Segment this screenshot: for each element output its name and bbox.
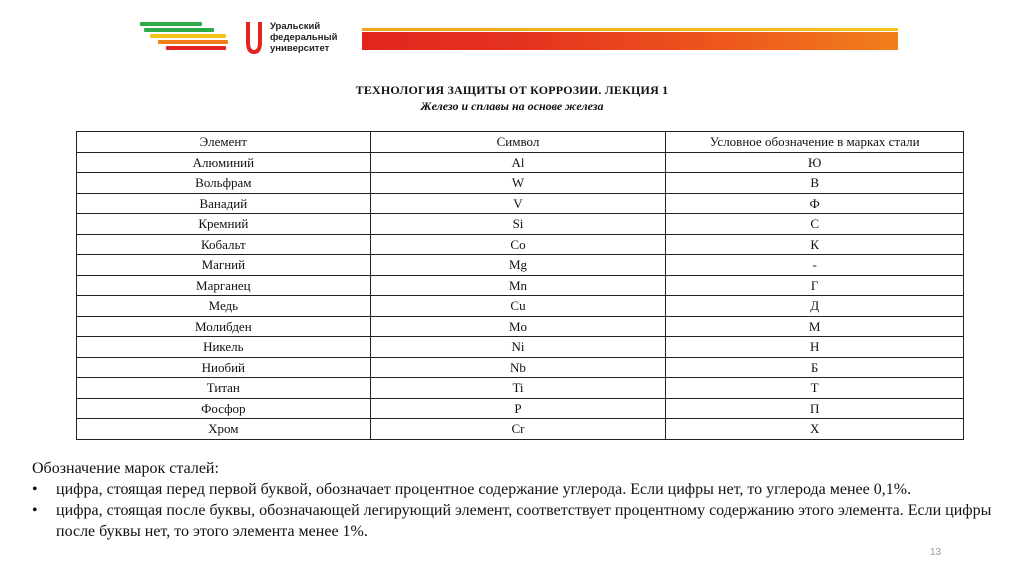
cell-symbol: Si — [370, 214, 666, 235]
bullet-icon: • — [32, 481, 38, 498]
slide-header — [0, 0, 1024, 70]
cell-symbol: Co — [370, 234, 666, 255]
header-steel-designation: Условное обозначение в марках стали — [666, 132, 964, 153]
notes-section — [32, 458, 992, 542]
cell-symbol: V — [370, 193, 666, 214]
table-row — [77, 255, 964, 276]
notes-heading: Обозначение марок сталей: — [32, 460, 219, 477]
cell-element: Магний — [77, 255, 371, 276]
university-name — [270, 21, 337, 54]
cell-symbol: Al — [370, 152, 666, 173]
university-line-3: университет — [270, 43, 330, 54]
university-line-2: федеральный — [270, 32, 338, 43]
cell-element: Кремний — [77, 214, 371, 235]
table-row — [77, 275, 964, 296]
cell-designation: Т — [666, 378, 964, 399]
note-text: цифра, стоящая перед первой буквой, обозначает процентное содержание углерода. Если цифры нет, то углерода менее 0,1%. — [56, 481, 912, 498]
cell-symbol: P — [370, 398, 666, 419]
page-number: 13 — [930, 547, 942, 558]
cell-designation: Ю — [666, 152, 964, 173]
cell-symbol: Mn — [370, 275, 666, 296]
cell-element: Никель — [77, 337, 371, 358]
cell-designation: Н — [666, 337, 964, 358]
cell-element: Марганец — [77, 275, 371, 296]
cell-designation: С — [666, 214, 964, 235]
cell-designation: Г — [666, 275, 964, 296]
cell-element: Титан — [77, 378, 371, 399]
cell-element: Фосфор — [77, 398, 371, 419]
cell-element: Медь — [77, 296, 371, 317]
cell-element: Ниобий — [77, 357, 371, 378]
page-subtitle: Железо и сплавы на основе железа — [420, 99, 604, 113]
list-item — [32, 479, 992, 500]
cell-element: Алюминий — [77, 152, 371, 173]
header-bar — [362, 32, 898, 50]
university-logo-icon — [246, 20, 262, 56]
cell-symbol: Mg — [370, 255, 666, 276]
cell-element: Вольфрам — [77, 173, 371, 194]
cell-designation: Д — [666, 296, 964, 317]
table-row — [77, 234, 964, 255]
table-row — [77, 419, 964, 440]
header-element: Элемент — [77, 132, 371, 153]
table-row — [77, 173, 964, 194]
table-row — [77, 193, 964, 214]
header-bar-accent — [362, 28, 898, 31]
cell-designation: К — [666, 234, 964, 255]
page-title: ТЕХНОЛОГИЯ ЗАЩИТЫ ОТ КОРРОЗИИ. ЛЕКЦИЯ 1 — [355, 83, 669, 97]
cell-designation: Х — [666, 419, 964, 440]
list-item — [32, 500, 992, 542]
cell-symbol: W — [370, 173, 666, 194]
cell-symbol: Cr — [370, 419, 666, 440]
cell-designation: Б — [666, 357, 964, 378]
table-row — [77, 398, 964, 419]
cell-designation: П — [666, 398, 964, 419]
table-row — [77, 152, 964, 173]
cell-symbol: Ti — [370, 378, 666, 399]
cell-element: Хром — [77, 419, 371, 440]
cell-designation: М — [666, 316, 964, 337]
cell-element: Ванадий — [77, 193, 371, 214]
bullet-icon: • — [32, 502, 38, 519]
table-row — [77, 378, 964, 399]
table-row — [77, 357, 964, 378]
cell-designation: В — [666, 173, 964, 194]
table-row — [77, 296, 964, 317]
cell-symbol: Mo — [370, 316, 666, 337]
logo-stripes — [140, 22, 230, 50]
header-symbol: Символ — [370, 132, 666, 153]
cell-symbol: Cu — [370, 296, 666, 317]
cell-designation: - — [666, 255, 964, 276]
cell-designation: Ф — [666, 193, 964, 214]
elements-table — [76, 131, 964, 440]
table-row — [77, 214, 964, 235]
table-row — [77, 316, 964, 337]
table-row — [77, 337, 964, 358]
cell-element: Молибден — [77, 316, 371, 337]
cell-symbol: Nb — [370, 357, 666, 378]
cell-symbol: Ni — [370, 337, 666, 358]
notes-list — [32, 479, 992, 542]
university-line-1: Уральский — [270, 21, 321, 32]
table-header-row — [77, 132, 964, 153]
note-text: цифра, стоящая после буквы, обозначающей легирующий элемент, соответствует процентному содержанию этого элемента. Если цифры после буквы нет, то этого элемента менее 1%. — [56, 502, 992, 540]
cell-element: Кобальт — [77, 234, 371, 255]
